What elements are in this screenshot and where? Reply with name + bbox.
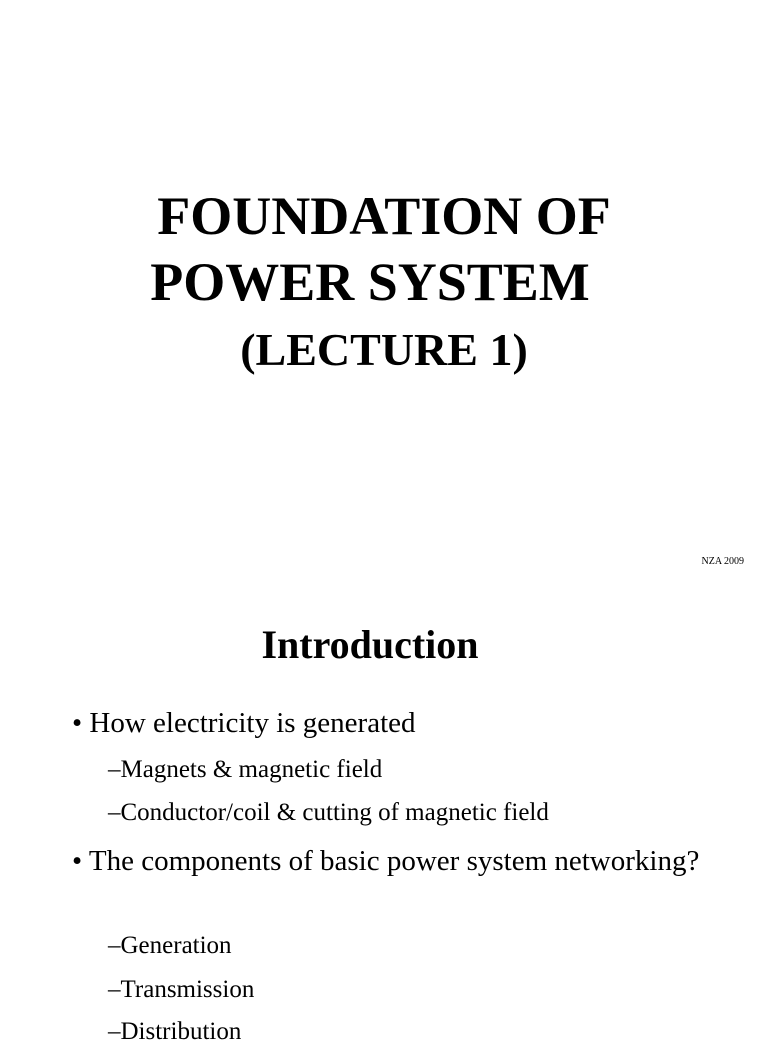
slide-footer: NZA 2009 <box>701 556 744 567</box>
sub-item: –Distribution <box>108 1018 242 1045</box>
bullet-item: • The components of basic power system networking? <box>72 845 700 877</box>
slide-heading: Introduction <box>261 622 479 667</box>
slide-title-line-1: FOUNDATION OF <box>157 186 611 246</box>
slide-subtitle: (LECTURE 1) <box>240 324 528 375</box>
slide-title-line-2: POWER SYSTEM <box>150 252 590 312</box>
sub-item: –Transmission <box>108 976 255 1003</box>
sub-item: –Generation <box>108 932 232 959</box>
sub-item: –Conductor/coil & cutting of magnetic field <box>108 799 549 826</box>
introduction-slide <box>0 584 768 1045</box>
bullet-item: • How electricity is generated <box>72 707 416 739</box>
sub-item: –Magnets & magnetic field <box>108 756 383 783</box>
